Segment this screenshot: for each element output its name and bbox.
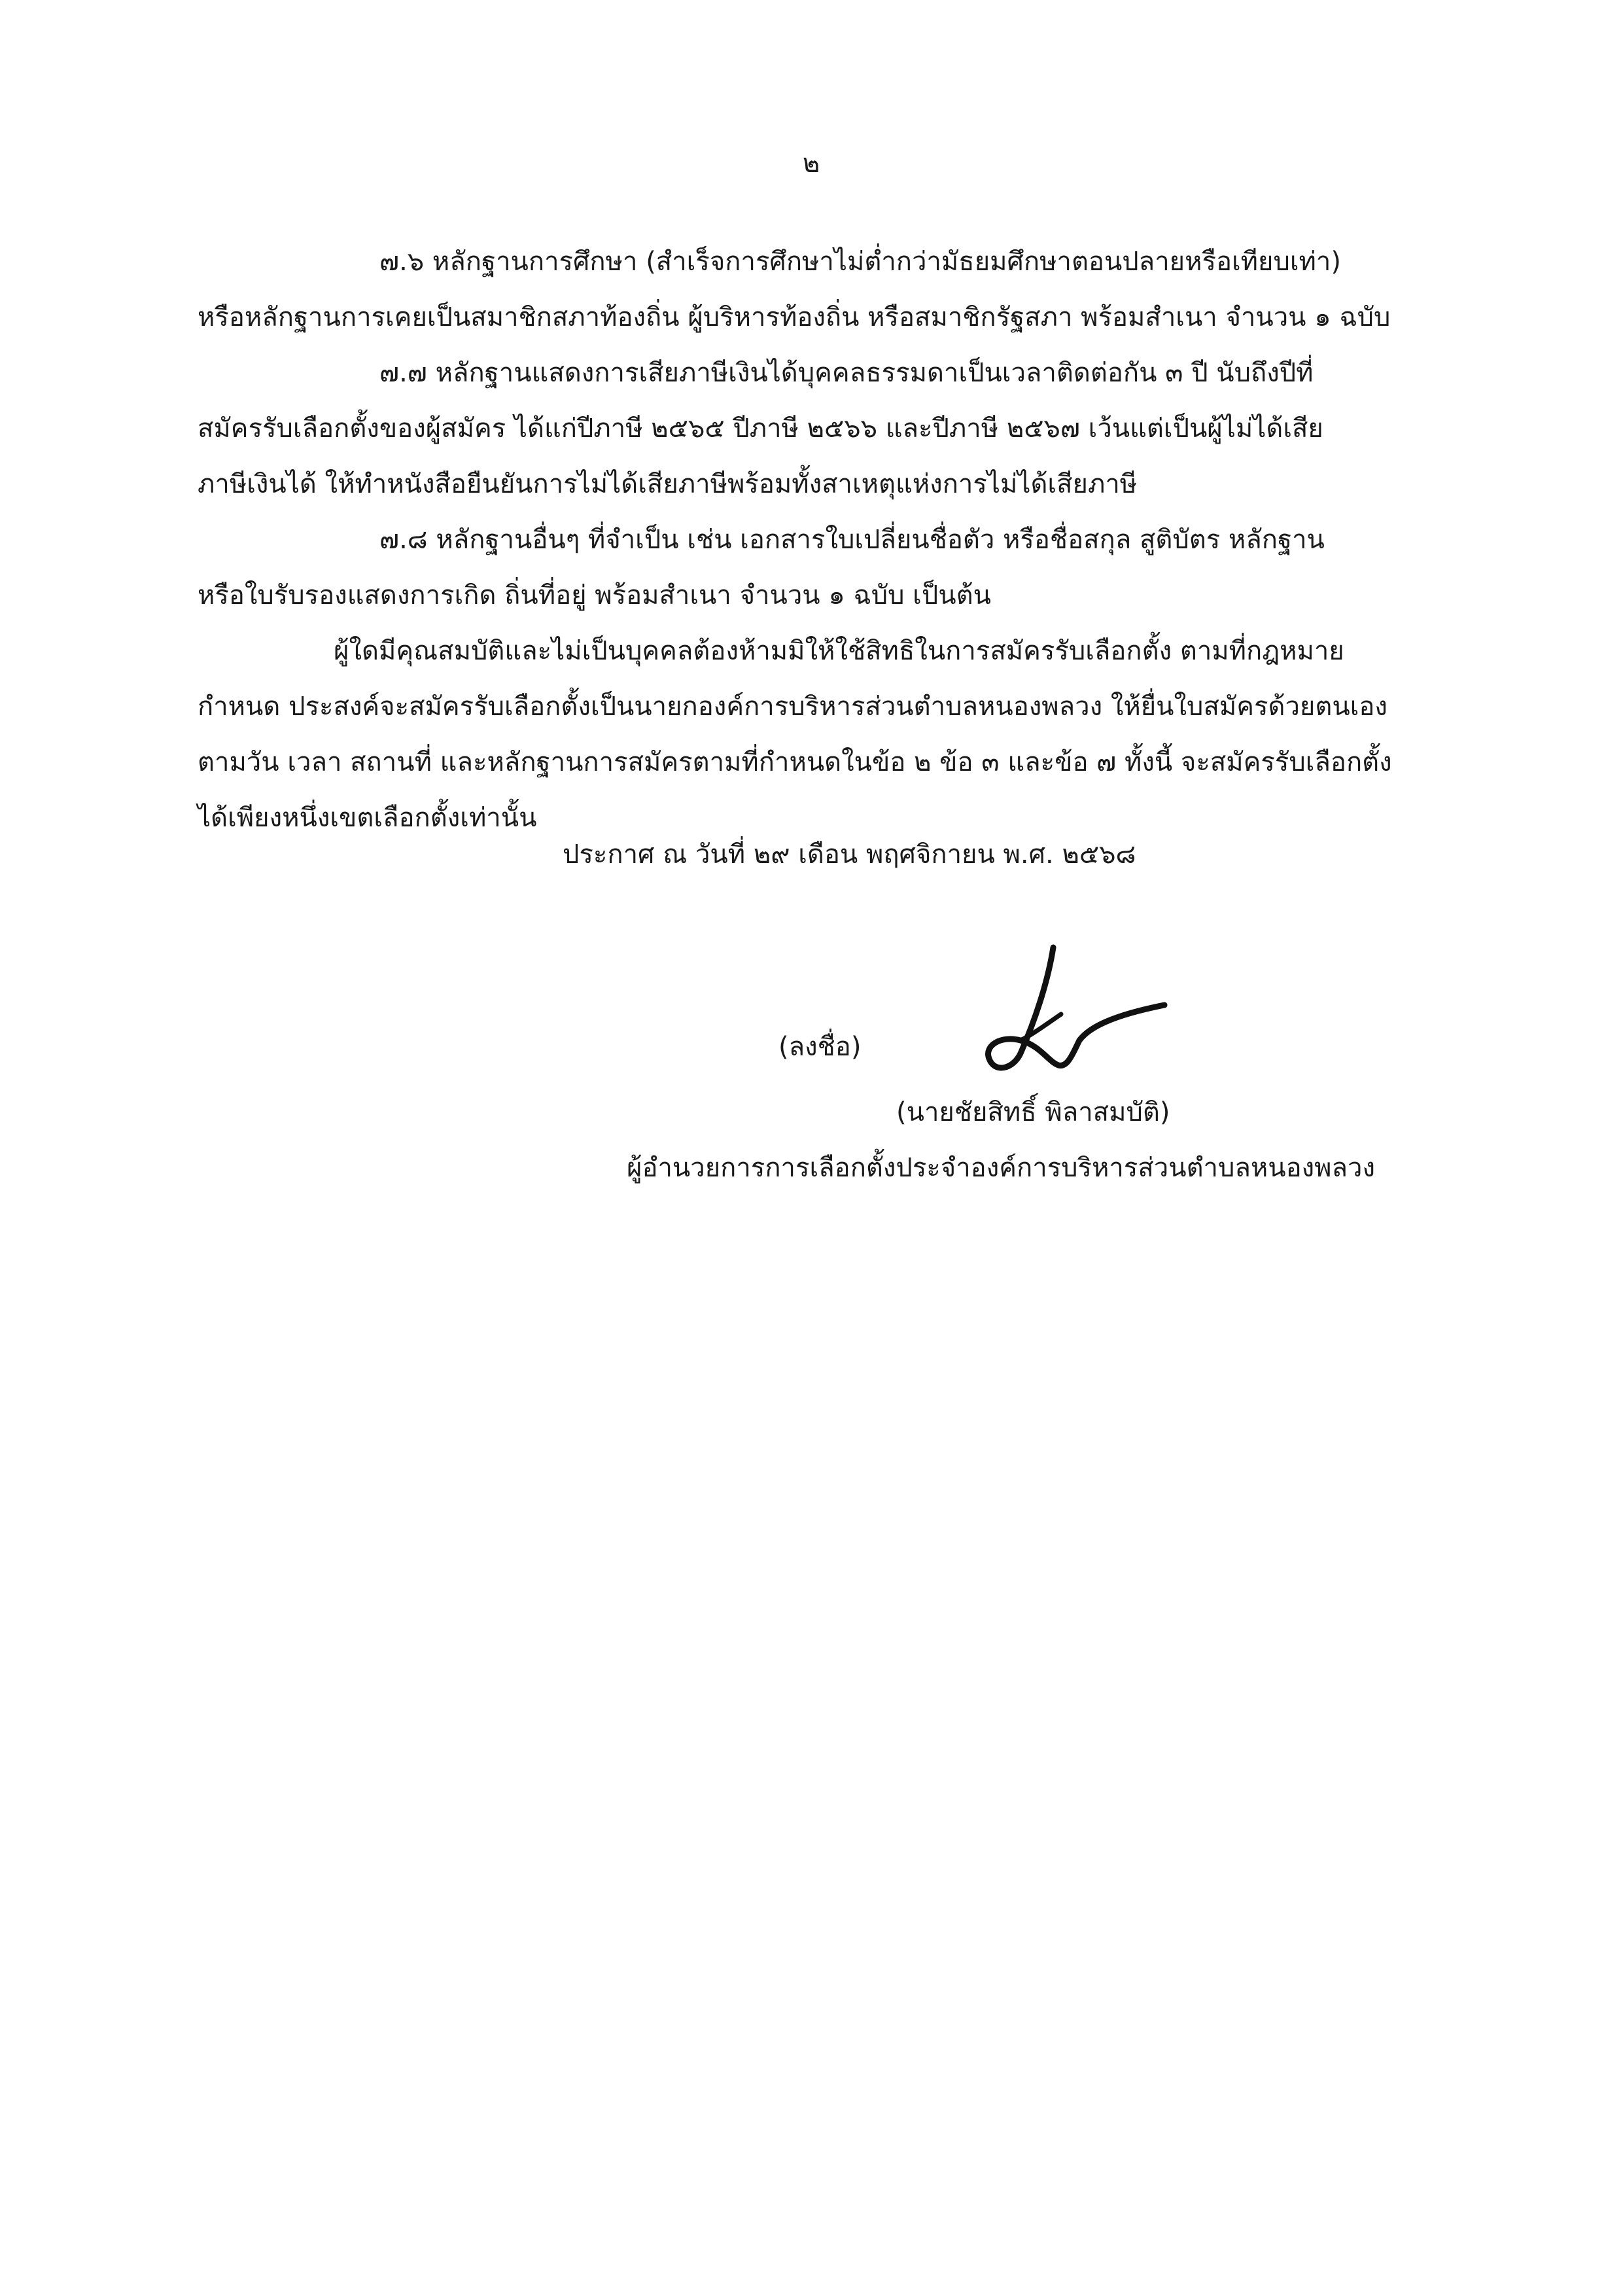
body-line: หรือใบรับรองแสดงการเกิด ถิ่นที่อยู่ พร้อมสำเนา จำนวน ๑ ฉบับ เป็นต้น: [198, 580, 991, 610]
body-line: ๗.๘ หลักฐานอื่นๆ ที่จำเป็น เช่น เอกสารใบเปลี่ยนชื่อตัว หรือชื่อสกุล สูติบัตร หลักฐาน: [379, 525, 1325, 555]
body-line: ผู้ใดมีคุณสมบัติและไม่เป็นบุคคลต้องห้ามมิให้ใช้สิทธิในการสมัครรับเลือกตั้ง ตามที่กฎหมาย: [334, 636, 1344, 666]
body-line: หรือหลักฐานการเคยเป็นสมาชิกสภาท้องถิ่น ผู้บริหารท้องถิ่น หรือสมาชิกรัฐสภา พร้อมสำเนา จำนวน ๑ ฉบับ: [198, 302, 1391, 332]
handwritten-signature: [975, 942, 1171, 1080]
body-line: สมัครรับเลือกตั้งของผู้สมัคร ได้แก่ปีภาษี ๒๕๖๕ ปีภาษี ๒๕๖๖ และปีภาษี ๒๕๖๗ เว้นแต่เป็นผู้ไม่ได้เสีย: [198, 414, 1323, 444]
announcement-date: ประกาศ ณ วันที่ ๒๙ เดือน พฤศจิกายน พ.ศ. ๒๕๖๘: [563, 839, 1136, 870]
body-line: ๗.๗ หลักฐานแสดงการเสียภาษีเงินได้บุคคลธรรมดาเป็นเวลาติดต่อกัน ๓ ปี นับถึงปีที่: [379, 358, 1314, 388]
body-line: ตามวัน เวลา สถานที่ และหลักฐานการสมัครตามที่กำหนดในข้อ ๒ ข้อ ๓ และข้อ ๗ ทั้งนี้ จะสมัครรับเลือกตั้ง: [198, 747, 1392, 777]
body-line: ภาษีเงินได้ ให้ทำหนังสือยืนยันการไม่ได้เสียภาษีพร้อมทั้งสาเหตุแห่งการไม่ได้เสียภาษี: [198, 469, 1138, 499]
signature-label: (ลงชื่อ): [778, 1032, 862, 1062]
body-line: กำหนด ประสงค์จะสมัครรับเลือกตั้งเป็นนายกองค์การบริหารส่วนตำบลหนองพลวง ให้ยื่นใบสมัครด้วยตนเอง: [198, 692, 1387, 722]
signer-name: (นายชัยสิทธิ์ พิลาสมบัติ): [896, 1097, 1170, 1127]
page-number: ๒: [802, 149, 820, 179]
signer-title: ผู้อำนวยการการเลือกตั้งประจำองค์การบริหารส่วนตำบลหนองพลวง: [627, 1153, 1376, 1183]
body-line: ๗.๖ หลักฐานการศึกษา (สำเร็จการศึกษาไม่ต่ำกว่ามัธยมศึกษาตอนปลายหรือเทียบเท่า): [379, 247, 1341, 277]
body-line: ได้เพียงหนึ่งเขตเลือกตั้งเท่านั้น: [198, 803, 537, 833]
